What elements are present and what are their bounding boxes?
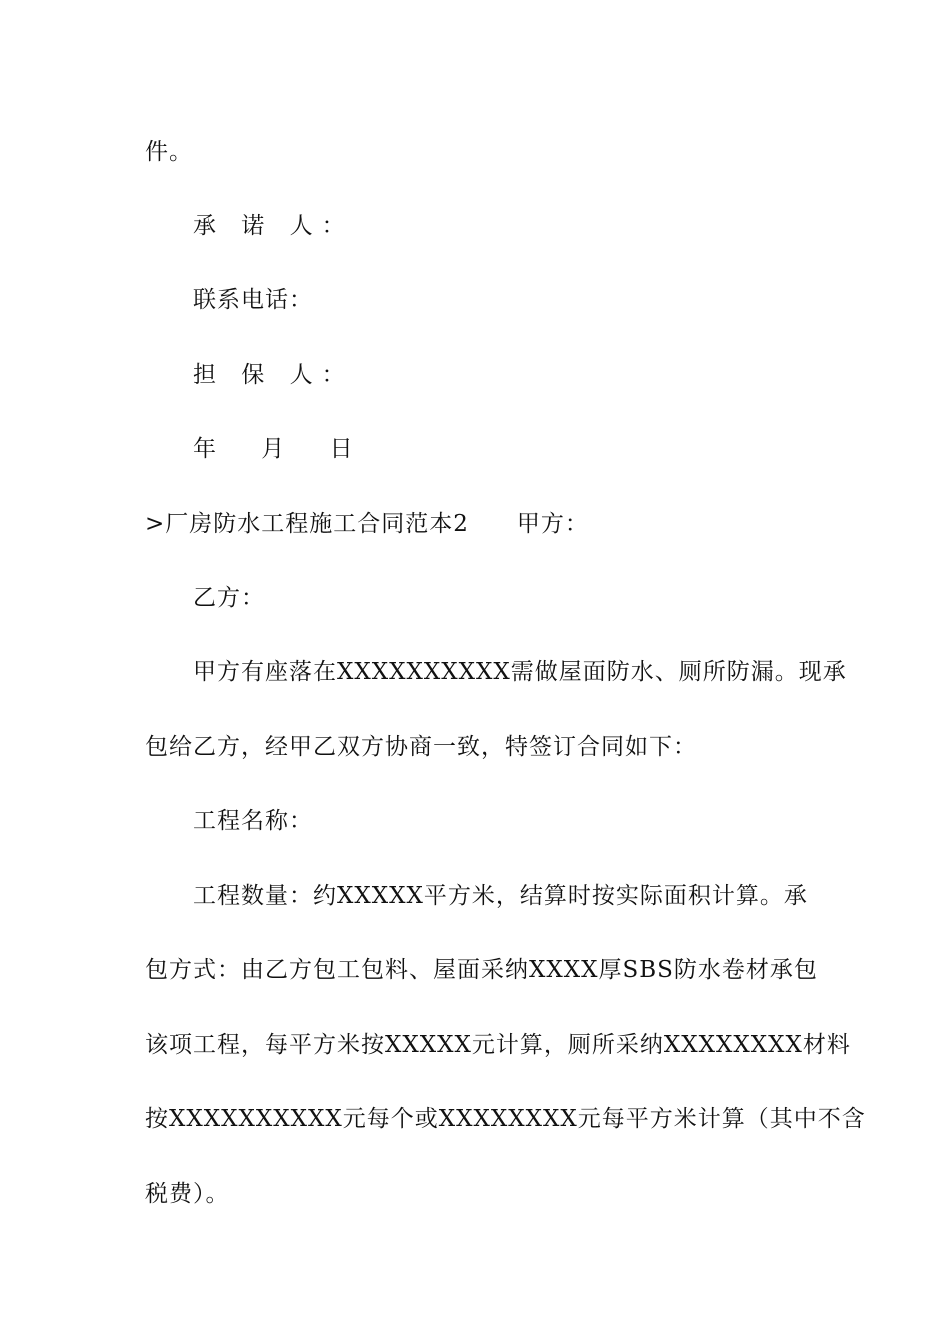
promisor-label: 承 诺 人： <box>193 213 354 239</box>
paragraph-line: 该项工程，每平方米按XXXXX元计算，厕所采纳XXXXXXXX材料 <box>145 1032 851 1058</box>
paragraph-line: 包方式：由乙方包工包料、屋面采纳XXXX厚SBS防水卷材承包 <box>145 957 818 983</box>
contact-phone-label: 联系电话： <box>193 287 313 313</box>
party-a-label: 甲方： <box>516 511 589 537</box>
paragraph-line: 甲方有座落在XXXXXXXXXX需做屋面防水、厕所防漏。现承 <box>193 659 847 685</box>
project-name-label: 工程名称： <box>193 808 313 834</box>
text-line: 件。 <box>145 139 193 165</box>
contract-title: >厂房防水工程施工合同范本2 <box>145 511 469 537</box>
paragraph-line: 包给乙方，经甲乙双方协商一致，特签订合同如下： <box>145 734 697 760</box>
paragraph-line: 税费）。 <box>145 1181 230 1207</box>
section-heading-line <box>145 504 825 544</box>
party-b-label: 乙方： <box>193 585 265 611</box>
date-label: 年 月 日 <box>193 436 372 462</box>
guarantor-label: 担 保 人： <box>193 362 354 388</box>
paragraph-line: 工程数量：约XXXXX平方米，结算时按实际面积计算。承 <box>193 883 808 909</box>
paragraph-line: 按XXXXXXXXXX元每个或XXXXXXXX元每平方米计算（其中不含 <box>145 1106 866 1132</box>
